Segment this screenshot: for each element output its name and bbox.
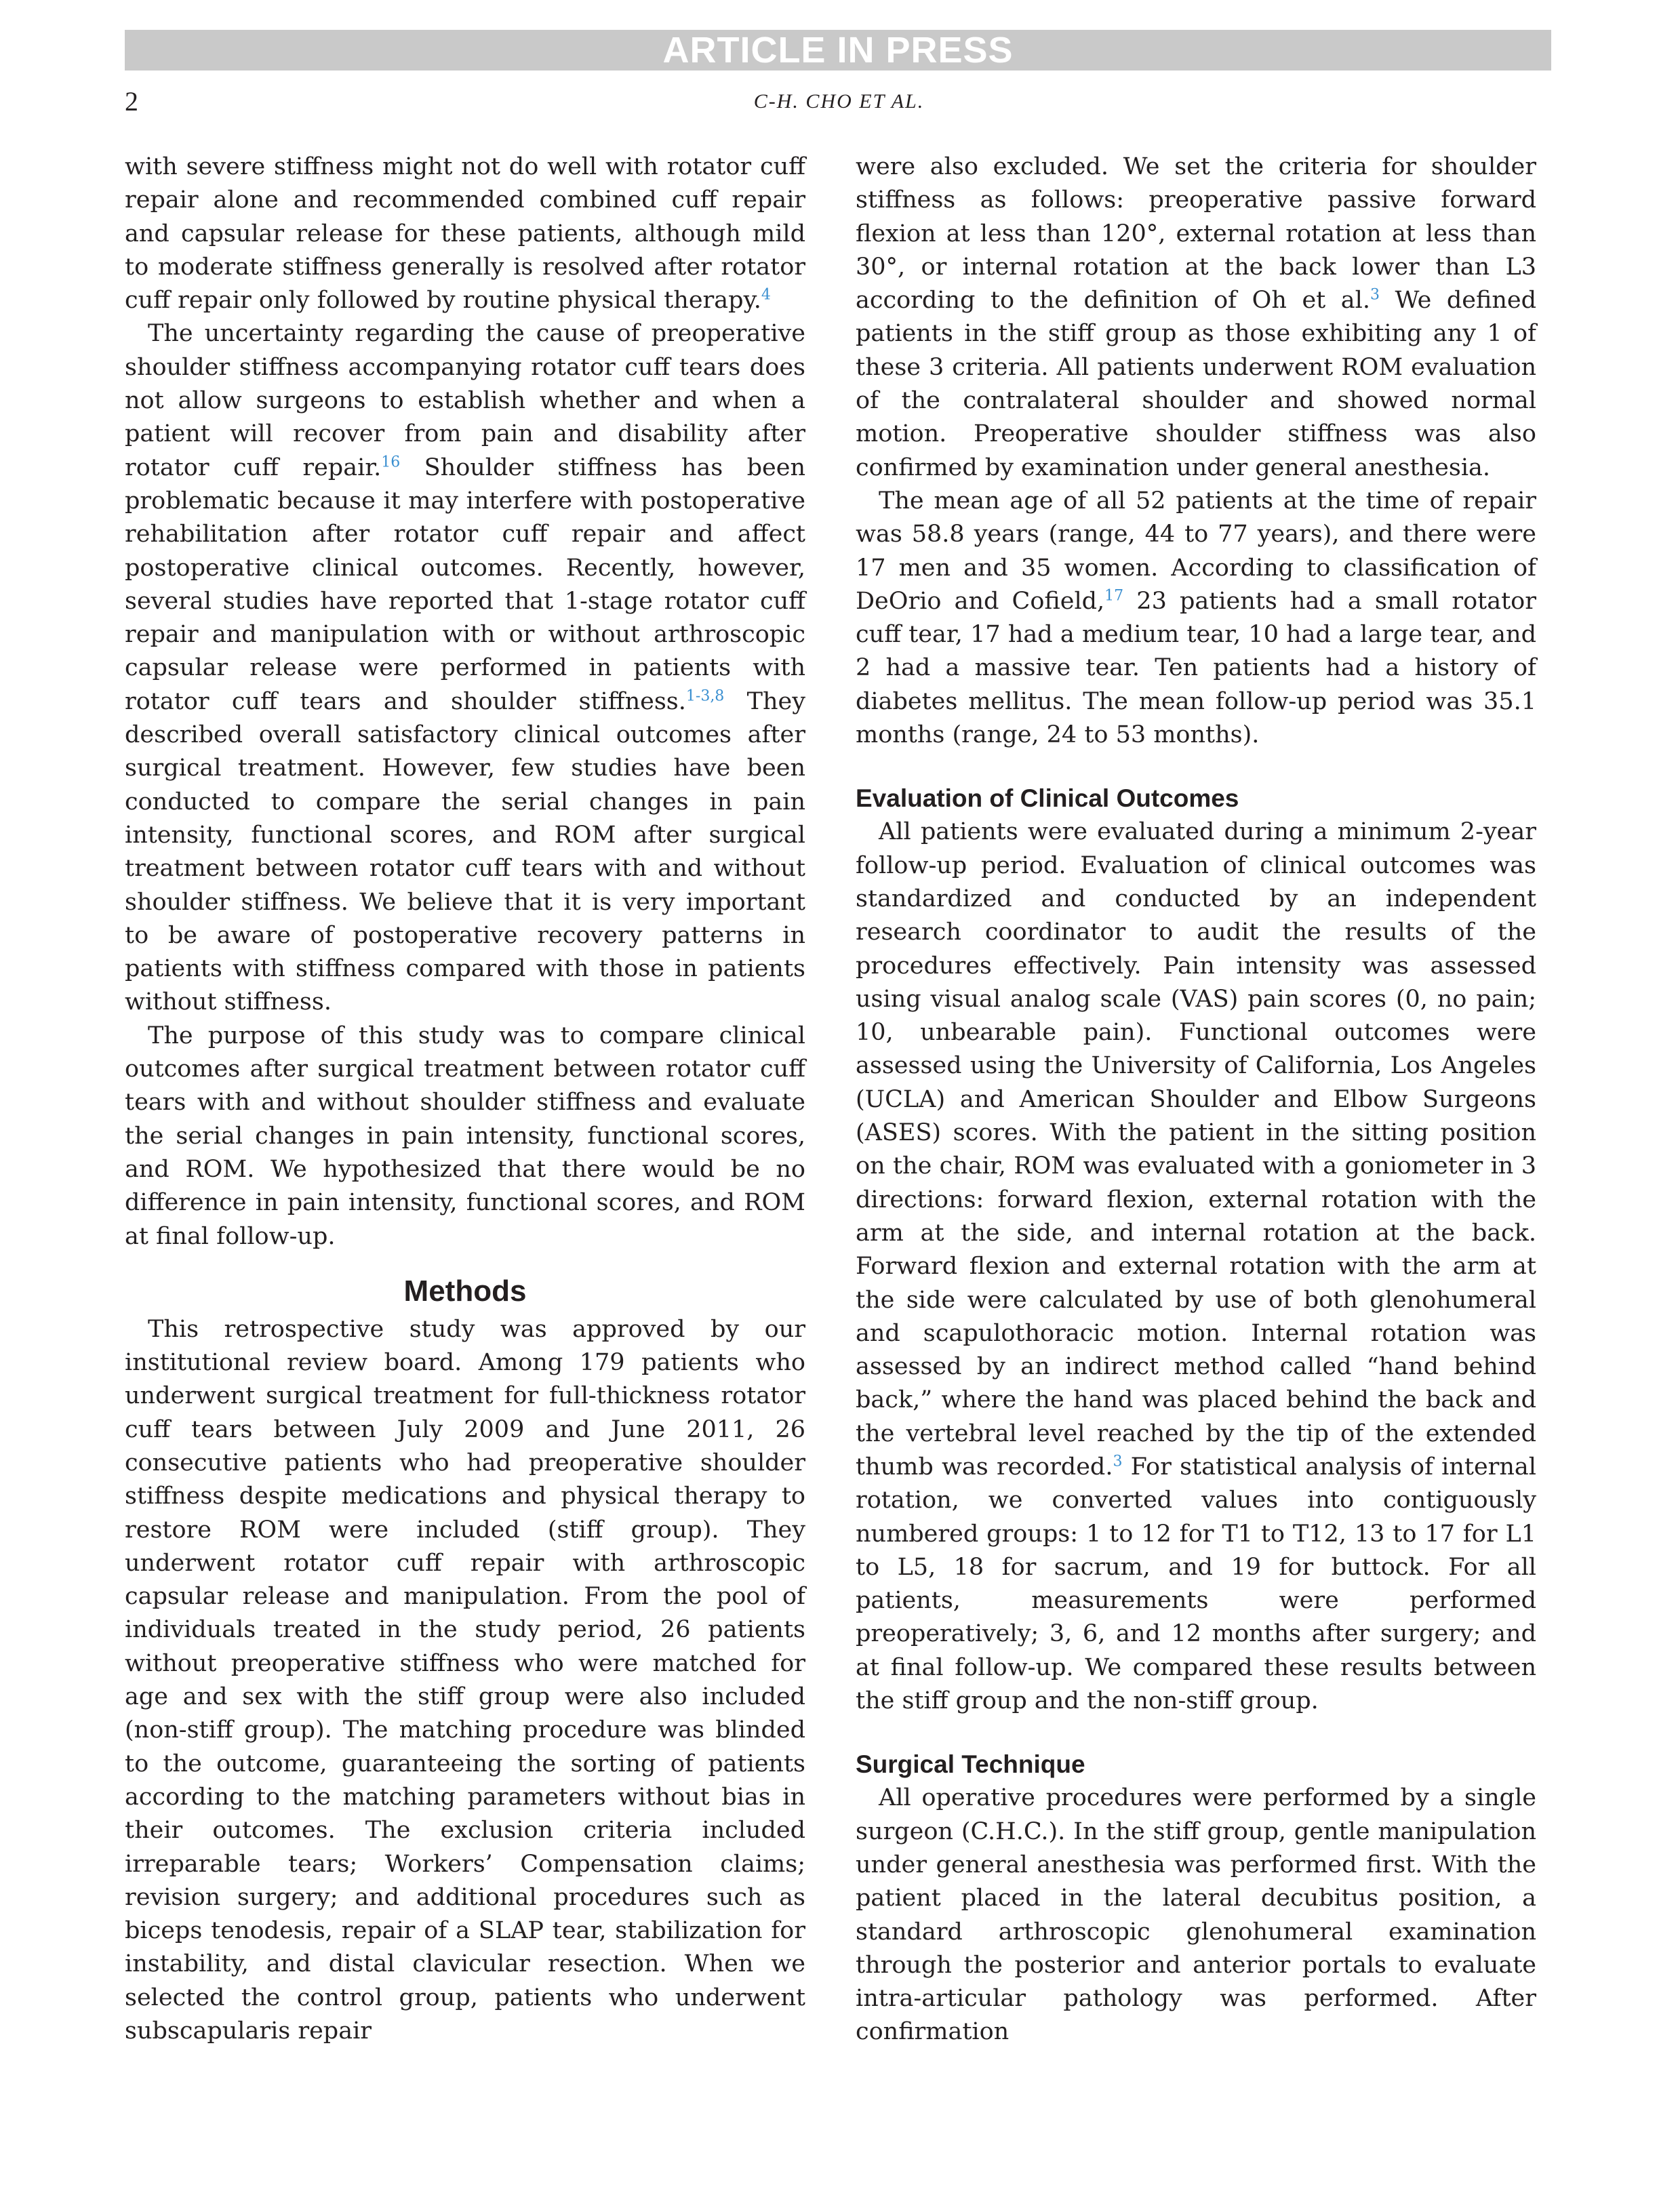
- paragraph: [125, 150, 805, 317]
- paragraph: [856, 485, 1536, 752]
- paragraph: The purpose of this study was to compare clinical outcomes after surgical treatment between rotator cuff tears with and without shoulder stiffness and evaluate the serial changes in pain intensity, functional scores, and ROM. We hypothesized that there would be no difference in pain intensity, functional scores, and ROM at final follow-up.: [125, 1022, 805, 1250]
- citation-link[interactable]: 3: [1370, 286, 1380, 304]
- text: were also excluded. We set the criteria for shoulder stiffness as follows: preoperative passive forward flexion at less than 120°, external rotation at less than 30°, or internal rotation at the back lower than L3 according to the definition of Oh et al.: [856, 153, 1536, 315]
- subsection-heading-evaluation: Evaluation of Clinical Outcomes: [856, 784, 1239, 813]
- text: We defined patients in the stiff group as those exhibiting any 1 of these 3 criteria. All patients underwent ROM evaluation of the contralateral shoulder and showed normal motion. Preoperative shoulder stiffness was also confirmed by examination under general anesthesia.: [856, 287, 1536, 481]
- citation-link[interactable]: 1-3,8: [685, 687, 725, 705]
- paragraph: This retrospective study was approved by our institutional review board. Among 179 patients who underwent surgical treatment for full-thickness rotator cuff tears between July 2009 and June 2011, 26 consecutive patients who had preoperative shoulder stiffness despite medications and physical therapy to restore ROM were included (stiff group). They underwent rotator cuff repair with arthroscopic capsular release and manipulation. From the pool of individuals treated in the study period, 26 patients without preoperative stiffness who were matched for age and sex with the stiff group were also included (non-stiff group). The matching procedure was blinded to the outcome, guaranteeing the sorting of patients according to the matching parameters without bias in their outcomes. The exclusion criteria included irreparable tears; Workers’ Compensation claims; revision surgery; and additional procedures such as biceps tenodesis, repair of a SLAP tear, stabilization for instability, and distal clavicular resection. When we selected the control group, patients who underwent subscapularis repair: [125, 1315, 805, 2045]
- paragraph: [856, 150, 1536, 485]
- page-number: 2: [125, 86, 138, 117]
- paragraph: [856, 816, 1536, 1718]
- text: with severe stiffness might not do well with rotator cuff repair alone and recommended combined cuff repair and capsular release for these patients, although mild to moderate stiffness generally is resolved after rotator cuff repair only followed by routine physical therapy.: [125, 153, 805, 315]
- citation-link[interactable]: 4: [761, 286, 771, 304]
- subsection-heading-surgical-technique: Surgical Technique: [856, 1750, 1085, 1779]
- text: For statistical analysis of internal rotation, we converted values into contiguously numbered groups: 1 to 12 for T1 to T12, 13 to 17 for L1 to L5, 18 for sacrum, and 19 for buttock. For all patients, measurements were performed preoperatively; 3, 6, and 12 months after surgery; and at final follow-up. We compared these results between the stiff group and the non-stiff group.: [856, 1453, 1536, 1715]
- text: 23 patients had a small rotator cuff tear, 17 had a medium tear, 10 had a large tear, and 2 had a massive tear. Ten patients had a history of diabetes mellitus. The mean follow-up period was 35.1 months (range, 24 to 53 months).: [856, 587, 1536, 749]
- article-in-press-banner: ARTICLE IN PRESS: [125, 30, 1551, 71]
- citation-link[interactable]: 16: [381, 454, 401, 471]
- text: They described overall satisfactory clinical outcomes after surgical treatment. However, few studies have been conducted to compare the serial changes in pain intensity, functional scores, and ROM after surgical treatment between rotator cuff tears with and without shoulder stiffness. We believe that it is very important to be aware of postoperative recovery patterns in patients with stiffness compared with those in patients without stiffness.: [125, 687, 806, 1016]
- left-column: [125, 150, 805, 2048]
- running-head-authors: C-H. CHO ET AL.: [753, 90, 925, 113]
- text: The uncertainty regarding the cause of preoperative shoulder stiffness accompanying rotator cuff tears does not allow surgeons to establish whether and when a patient will recover from pain and disability after rotator cuff repair.: [125, 320, 805, 481]
- text: All patients were evaluated during a minimum 2-year follow-up period. Evaluation of clinical outcomes was standardized and conducted by an independent research coordinator to audit the results of the procedures effectively. Pain intensity was assessed using visual analog scale (VAS) pain scores (0, no pain; 10, unbearable pain). Functional outcomes were assessed using the University of California, Los Angeles (UCLA) and American Shoulder and Elbow Surgeons (ASES) scores. With the patient in the sitting position on the chair, ROM was evaluated with a goniometer in 3 directions: forward flexion, external rotation with the arm at the side, and internal rotation at the back. Forward flexion and external rotation with the arm at the side were calculated by use of both glenohumeral and scapulothoracic motion. Internal rotation was assessed by an indirect method called “hand behind back,” where the hand was placed behind the back and the vertebral level reached by the tip of the extended thumb was recorded.: [856, 818, 1536, 1481]
- paragraph: All operative procedures were performed by a single surgeon (C.H.C.). In the stiff group, gentle manipulation under general anesthesia was performed first. With the patient placed in the lateral decubitus position, a standard arthroscopic glenohumeral examination through the posterior and anterior portals to evaluate intra-articular pathology was performed. After confirmation: [856, 1784, 1536, 2046]
- text: The mean age of all 52 patients at the time of repair was 58.8 years (range, 44 to 77 years), and there were 17 men and 35 women. According to classification of DeOrio and Cofield,: [856, 487, 1536, 615]
- text: Shoulder stiffness has been problematic because it may interfere with postoperative rehabilitation after rotator cuff repair and affect postoperative clinical outcomes. Recently, however, several studies have reported that 1-stage rotator cuff repair and manipulation with or without arthroscopic capsular release were performed in patients with rotator cuff tears and shoulder stiffness.: [125, 454, 805, 715]
- citation-link[interactable]: 3: [1113, 1453, 1123, 1470]
- citation-link[interactable]: 17: [1104, 587, 1124, 605]
- section-heading-methods: Methods: [403, 1274, 527, 1308]
- paragraph: [125, 317, 805, 1019]
- right-column: [856, 150, 1536, 2049]
